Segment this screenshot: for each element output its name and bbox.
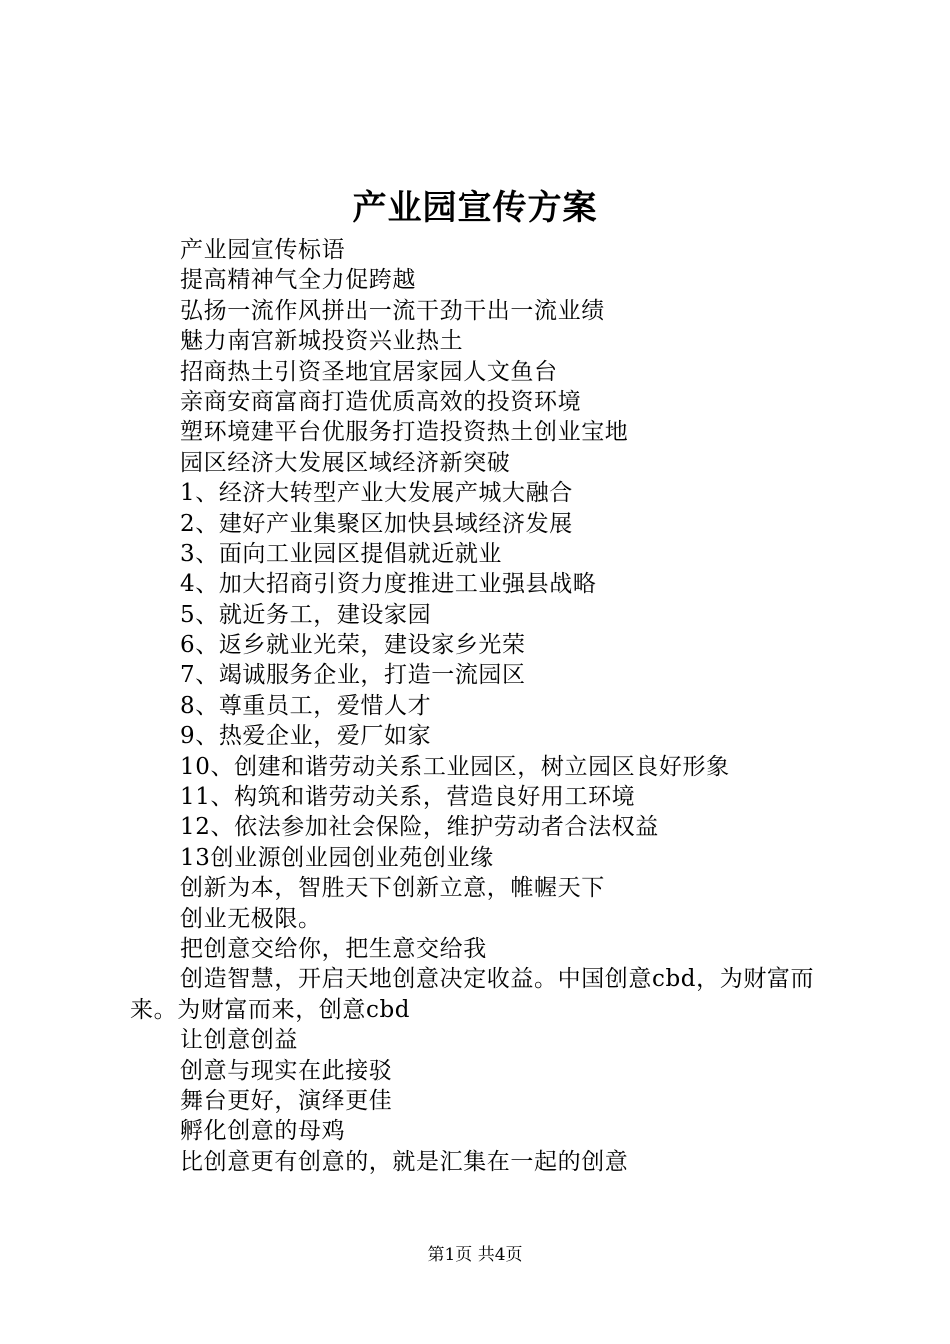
text-line: 8、尊重员工，爱惜人才 [180, 692, 432, 719]
text-line: 园区经济大发展区域经济新突破 [180, 449, 511, 476]
text-line: 让创意创益 [180, 1027, 298, 1054]
text-line: 亲商安商富商打造优质高效的投资环境 [180, 388, 582, 415]
text-line: 12、依法参加社会保险，维护劳动者合法权益 [180, 814, 659, 841]
text-line: 13创业源创业园创业苑创业缘 [180, 844, 494, 871]
text-line: 9、热爱企业，爱厂如家 [180, 723, 432, 750]
page-footer: 第1页 共4页 [427, 1245, 523, 1265]
text-line: 5、就近务工，建设家园 [180, 601, 432, 628]
text-line: 1、经济大转型产业大发展产城大融合 [180, 480, 573, 507]
text-line: 产业园宣传标语 [180, 237, 346, 263]
document-title: 产业园宣传方案 [352, 188, 598, 228]
text-line: 弘扬一流作风拼出一流干劲干出一流业绩 [180, 297, 605, 324]
text-line: 舞台更好，演绎更佳 [180, 1087, 393, 1114]
text-line: 孵化创意的母鸡 [180, 1118, 346, 1145]
text-line: 招商热土引资圣地宜居家园人文鱼台 [180, 358, 558, 385]
text-line: 10、创建和谐劳动关系工业园区，树立园区良好形象 [180, 753, 730, 780]
text-line: 塑环境建平台优服务打造投资热土创业宝地 [180, 419, 629, 446]
text-line: 把创意交给你，把生意交给我 [180, 935, 487, 962]
text-line: 魅力南宫新城投资兴业热土 [180, 328, 464, 355]
text-line: 7、竭诚服务企业，打造一流园区 [180, 662, 526, 689]
text-line: 创业无极限。 [180, 905, 322, 932]
text-line: 创新为本，智胜天下创新立意，帷幄天下 [180, 875, 605, 902]
text-line: 提高精神气全力促跨越 [180, 267, 416, 294]
document-body [130, 235, 840, 1177]
text-line: 创意与现实在此接驳 [180, 1057, 393, 1084]
text-line: 11、构筑和谐劳动关系，营造良好用工环境 [180, 784, 636, 811]
text-line: 6、返乡就业光荣，建设家乡光荣 [180, 632, 526, 659]
text-paragraph: 创造智慧，开启天地创意决定收益。中国创意cbd，为财富而来。为财富而来，创意cbd [130, 966, 815, 1023]
text-line: 3、面向工业园区提倡就近就业 [180, 540, 503, 567]
text-line: 2、建好产业集聚区加快县域经济发展 [180, 510, 573, 537]
text-line: 4、加大招商引资力度推进工业强县战略 [180, 571, 597, 598]
text-line: 比创意更有创意的，就是汇集在一起的创意 [180, 1148, 629, 1175]
